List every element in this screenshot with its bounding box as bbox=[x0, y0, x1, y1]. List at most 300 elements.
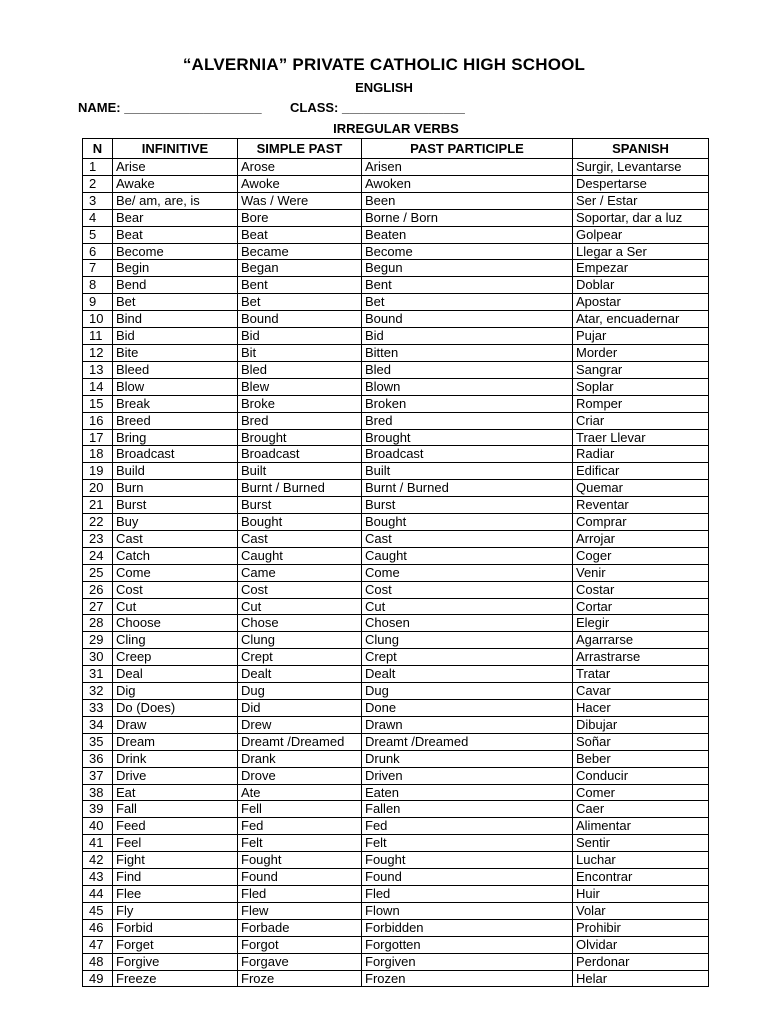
infinitive-cell: Choose bbox=[113, 615, 238, 632]
table-row bbox=[83, 175, 709, 192]
spanish-cell: Criar bbox=[573, 412, 709, 429]
spanish-cell: Encontrar bbox=[573, 869, 709, 886]
simple-past-cell: Dreamt /Dreamed bbox=[238, 733, 362, 750]
past-participle-cell: Bitten bbox=[362, 344, 573, 361]
simple-past-cell: Fled bbox=[238, 885, 362, 902]
simple-past-cell: Bet bbox=[238, 294, 362, 311]
spanish-cell: Caer bbox=[573, 801, 709, 818]
spanish-cell: Cavar bbox=[573, 683, 709, 700]
simple-past-cell: Fed bbox=[238, 818, 362, 835]
simple-past-cell: Began bbox=[238, 260, 362, 277]
simple-past-cell: Bit bbox=[238, 344, 362, 361]
past-participle-cell: Bled bbox=[362, 361, 573, 378]
infinitive-cell: Dig bbox=[113, 683, 238, 700]
spanish-cell: Romper bbox=[573, 395, 709, 412]
past-participle-cell: Cut bbox=[362, 598, 573, 615]
infinitive-cell: Begin bbox=[113, 260, 238, 277]
past-participle-cell: Cost bbox=[362, 581, 573, 598]
past-participle-cell: Eaten bbox=[362, 784, 573, 801]
past-participle-cell: Crept bbox=[362, 649, 573, 666]
infinitive-cell: Feed bbox=[113, 818, 238, 835]
row-number: 6 bbox=[83, 243, 113, 260]
row-number: 23 bbox=[83, 530, 113, 547]
infinitive-cell: Come bbox=[113, 564, 238, 581]
table-row bbox=[83, 497, 709, 514]
spanish-cell: Traer Llevar bbox=[573, 429, 709, 446]
row-number: 8 bbox=[83, 277, 113, 294]
spanish-cell: Morder bbox=[573, 344, 709, 361]
past-participle-cell: Come bbox=[362, 564, 573, 581]
spanish-cell: Soñar bbox=[573, 733, 709, 750]
infinitive-cell: Eat bbox=[113, 784, 238, 801]
infinitive-cell: Bear bbox=[113, 209, 238, 226]
table-row bbox=[83, 666, 709, 683]
table-row bbox=[83, 429, 709, 446]
spanish-cell: Alimentar bbox=[573, 818, 709, 835]
past-participle-cell: Broken bbox=[362, 395, 573, 412]
past-participle-cell: Blown bbox=[362, 378, 573, 395]
table-row bbox=[83, 598, 709, 615]
table-row bbox=[83, 852, 709, 869]
table-body bbox=[83, 159, 709, 987]
spanish-cell: Sentir bbox=[573, 835, 709, 852]
spanish-cell: Beber bbox=[573, 750, 709, 767]
infinitive-cell: Arise bbox=[113, 159, 238, 176]
past-participle-cell: Caught bbox=[362, 547, 573, 564]
simple-past-cell: Did bbox=[238, 700, 362, 717]
simple-past-cell: Bound bbox=[238, 311, 362, 328]
row-number: 40 bbox=[83, 818, 113, 835]
spanish-cell: Hacer bbox=[573, 700, 709, 717]
row-number: 5 bbox=[83, 226, 113, 243]
spanish-cell: Despertarse bbox=[573, 175, 709, 192]
row-number: 44 bbox=[83, 885, 113, 902]
row-number: 28 bbox=[83, 615, 113, 632]
table-row bbox=[83, 530, 709, 547]
simple-past-cell: Came bbox=[238, 564, 362, 581]
spanish-cell: Perdonar bbox=[573, 953, 709, 970]
table-row bbox=[83, 159, 709, 176]
row-number: 16 bbox=[83, 412, 113, 429]
past-participle-cell: Bent bbox=[362, 277, 573, 294]
simple-past-cell: Burnt / Burned bbox=[238, 480, 362, 497]
row-number: 29 bbox=[83, 632, 113, 649]
row-number: 42 bbox=[83, 852, 113, 869]
row-number: 9 bbox=[83, 294, 113, 311]
infinitive-cell: Fly bbox=[113, 902, 238, 919]
infinitive-cell: Dream bbox=[113, 733, 238, 750]
past-participle-cell: Burst bbox=[362, 497, 573, 514]
spanish-cell: Quemar bbox=[573, 480, 709, 497]
spanish-cell: Coger bbox=[573, 547, 709, 564]
spanish-cell: Arrastrarse bbox=[573, 649, 709, 666]
past-participle-cell: Cast bbox=[362, 530, 573, 547]
simple-past-cell: Clung bbox=[238, 632, 362, 649]
past-participle-cell: Built bbox=[362, 463, 573, 480]
simple-past-cell: Froze bbox=[238, 970, 362, 987]
row-number: 26 bbox=[83, 581, 113, 598]
infinitive-cell: Find bbox=[113, 869, 238, 886]
row-number: 37 bbox=[83, 767, 113, 784]
spanish-cell: Dibujar bbox=[573, 716, 709, 733]
infinitive-cell: Feel bbox=[113, 835, 238, 852]
infinitive-cell: Become bbox=[113, 243, 238, 260]
class-field-label: CLASS: _________________ bbox=[290, 100, 465, 115]
spanish-cell: Tratar bbox=[573, 666, 709, 683]
spanish-cell: Atar, encuadernar bbox=[573, 311, 709, 328]
row-number: 38 bbox=[83, 784, 113, 801]
spanish-cell: Apostar bbox=[573, 294, 709, 311]
row-number: 34 bbox=[83, 716, 113, 733]
row-number: 18 bbox=[83, 446, 113, 463]
table-row bbox=[83, 209, 709, 226]
past-participle-cell: Been bbox=[362, 192, 573, 209]
name-field-label: NAME: ___________________ bbox=[78, 100, 262, 115]
simple-past-cell: Burst bbox=[238, 497, 362, 514]
spanish-cell: Soportar, dar a luz bbox=[573, 209, 709, 226]
table-row bbox=[83, 632, 709, 649]
infinitive-cell: Deal bbox=[113, 666, 238, 683]
table-row bbox=[83, 192, 709, 209]
past-participle-cell: Flown bbox=[362, 902, 573, 919]
infinitive-cell: Flee bbox=[113, 885, 238, 902]
row-number: 2 bbox=[83, 175, 113, 192]
row-number: 11 bbox=[83, 328, 113, 345]
table-row bbox=[83, 378, 709, 395]
table-row bbox=[83, 480, 709, 497]
table-row bbox=[83, 683, 709, 700]
row-number: 19 bbox=[83, 463, 113, 480]
row-number: 45 bbox=[83, 902, 113, 919]
table-row bbox=[83, 361, 709, 378]
past-participle-cell: Fallen bbox=[362, 801, 573, 818]
row-number: 46 bbox=[83, 919, 113, 936]
infinitive-cell: Fight bbox=[113, 852, 238, 869]
spanish-cell: Surgir, Levantarse bbox=[573, 159, 709, 176]
past-participle-cell: Forgotten bbox=[362, 936, 573, 953]
spanish-cell: Costar bbox=[573, 581, 709, 598]
table-row bbox=[83, 649, 709, 666]
infinitive-cell: Catch bbox=[113, 547, 238, 564]
row-number: 39 bbox=[83, 801, 113, 818]
infinitive-cell: Freeze bbox=[113, 970, 238, 987]
past-participle-cell: Bought bbox=[362, 514, 573, 531]
table-row bbox=[83, 311, 709, 328]
past-participle-cell: Awoken bbox=[362, 175, 573, 192]
table-row bbox=[83, 869, 709, 886]
infinitive-cell: Burn bbox=[113, 480, 238, 497]
row-number: 3 bbox=[83, 192, 113, 209]
past-participle-cell: Bid bbox=[362, 328, 573, 345]
table-row bbox=[83, 767, 709, 784]
spanish-cell: Edificar bbox=[573, 463, 709, 480]
simple-past-cell: Was / Were bbox=[238, 192, 362, 209]
spanish-cell: Venir bbox=[573, 564, 709, 581]
table-row bbox=[83, 344, 709, 361]
infinitive-cell: Bend bbox=[113, 277, 238, 294]
subject-heading: ENGLISH bbox=[355, 80, 413, 95]
simple-past-cell: Drank bbox=[238, 750, 362, 767]
infinitive-cell: Breed bbox=[113, 412, 238, 429]
column-header-past-participle: PAST PARTICIPLE bbox=[362, 139, 573, 159]
row-number: 32 bbox=[83, 683, 113, 700]
column-header-infinitive: INFINITIVE bbox=[113, 139, 238, 159]
infinitive-cell: Break bbox=[113, 395, 238, 412]
table-row bbox=[83, 277, 709, 294]
simple-past-cell: Felt bbox=[238, 835, 362, 852]
past-participle-cell: Become bbox=[362, 243, 573, 260]
past-participle-cell: Dealt bbox=[362, 666, 573, 683]
spanish-cell: Empezar bbox=[573, 260, 709, 277]
table-row bbox=[83, 818, 709, 835]
simple-past-cell: Drew bbox=[238, 716, 362, 733]
table-row bbox=[83, 395, 709, 412]
spanish-cell: Cortar bbox=[573, 598, 709, 615]
table-row bbox=[83, 700, 709, 717]
past-participle-cell: Arisen bbox=[362, 159, 573, 176]
infinitive-cell: Cling bbox=[113, 632, 238, 649]
spanish-cell: Ser / Estar bbox=[573, 192, 709, 209]
past-participle-cell: Clung bbox=[362, 632, 573, 649]
table-row bbox=[83, 885, 709, 902]
row-number: 13 bbox=[83, 361, 113, 378]
infinitive-cell: Build bbox=[113, 463, 238, 480]
column-header-n: N bbox=[83, 139, 113, 159]
infinitive-cell: Do (Does) bbox=[113, 700, 238, 717]
past-participle-cell: Fought bbox=[362, 852, 573, 869]
infinitive-cell: Beat bbox=[113, 226, 238, 243]
infinitive-cell: Bet bbox=[113, 294, 238, 311]
row-number: 20 bbox=[83, 480, 113, 497]
past-participle-cell: Forbidden bbox=[362, 919, 573, 936]
row-number: 36 bbox=[83, 750, 113, 767]
simple-past-cell: Bled bbox=[238, 361, 362, 378]
past-participle-cell: Chosen bbox=[362, 615, 573, 632]
spanish-cell: Llegar a Ser bbox=[573, 243, 709, 260]
simple-past-cell: Fought bbox=[238, 852, 362, 869]
past-participle-cell: Done bbox=[362, 700, 573, 717]
spanish-cell: Olvidar bbox=[573, 936, 709, 953]
past-participle-cell: Borne / Born bbox=[362, 209, 573, 226]
infinitive-cell: Awake bbox=[113, 175, 238, 192]
simple-past-cell: Brought bbox=[238, 429, 362, 446]
row-number: 47 bbox=[83, 936, 113, 953]
infinitive-cell: Buy bbox=[113, 514, 238, 531]
past-participle-cell: Forgiven bbox=[362, 953, 573, 970]
infinitive-cell: Draw bbox=[113, 716, 238, 733]
past-participle-cell: Begun bbox=[362, 260, 573, 277]
simple-past-cell: Blew bbox=[238, 378, 362, 395]
table-row bbox=[83, 226, 709, 243]
simple-past-cell: Arose bbox=[238, 159, 362, 176]
row-number: 15 bbox=[83, 395, 113, 412]
past-participle-cell: Drunk bbox=[362, 750, 573, 767]
row-number: 33 bbox=[83, 700, 113, 717]
table-row bbox=[83, 564, 709, 581]
row-number: 43 bbox=[83, 869, 113, 886]
infinitive-cell: Bring bbox=[113, 429, 238, 446]
infinitive-cell: Bid bbox=[113, 328, 238, 345]
simple-past-cell: Bought bbox=[238, 514, 362, 531]
past-participle-cell: Beaten bbox=[362, 226, 573, 243]
table-row bbox=[83, 835, 709, 852]
past-participle-cell: Dreamt /Dreamed bbox=[362, 733, 573, 750]
simple-past-cell: Bid bbox=[238, 328, 362, 345]
spanish-cell: Doblar bbox=[573, 277, 709, 294]
irregular-verbs-table bbox=[82, 138, 709, 987]
column-header-simple-past: SIMPLE PAST bbox=[238, 139, 362, 159]
table-row bbox=[83, 547, 709, 564]
simple-past-cell: Beat bbox=[238, 226, 362, 243]
spanish-cell: Golpear bbox=[573, 226, 709, 243]
simple-past-cell: Chose bbox=[238, 615, 362, 632]
infinitive-cell: Creep bbox=[113, 649, 238, 666]
simple-past-cell: Forgave bbox=[238, 953, 362, 970]
row-number: 31 bbox=[83, 666, 113, 683]
spanish-cell: Conducir bbox=[573, 767, 709, 784]
past-participle-cell: Bound bbox=[362, 311, 573, 328]
spanish-cell: Elegir bbox=[573, 615, 709, 632]
spanish-cell: Agarrarse bbox=[573, 632, 709, 649]
row-number: 49 bbox=[83, 970, 113, 987]
past-participle-cell: Frozen bbox=[362, 970, 573, 987]
past-participle-cell: Broadcast bbox=[362, 446, 573, 463]
table-title: IRREGULAR VERBS bbox=[333, 121, 459, 136]
spanish-cell: Radiar bbox=[573, 446, 709, 463]
simple-past-cell: Drove bbox=[238, 767, 362, 784]
spanish-cell: Volar bbox=[573, 902, 709, 919]
row-number: 4 bbox=[83, 209, 113, 226]
simple-past-cell: Flew bbox=[238, 902, 362, 919]
table-row bbox=[83, 412, 709, 429]
simple-past-cell: Caught bbox=[238, 547, 362, 564]
spanish-cell: Comer bbox=[573, 784, 709, 801]
row-number: 30 bbox=[83, 649, 113, 666]
past-participle-cell: Brought bbox=[362, 429, 573, 446]
simple-past-cell: Bent bbox=[238, 277, 362, 294]
infinitive-cell: Bleed bbox=[113, 361, 238, 378]
row-number: 41 bbox=[83, 835, 113, 852]
simple-past-cell: Became bbox=[238, 243, 362, 260]
infinitive-cell: Cost bbox=[113, 581, 238, 598]
infinitive-cell: Bind bbox=[113, 311, 238, 328]
table-row bbox=[83, 733, 709, 750]
simple-past-cell: Forbade bbox=[238, 919, 362, 936]
spanish-cell: Huir bbox=[573, 885, 709, 902]
row-number: 22 bbox=[83, 514, 113, 531]
table-row bbox=[83, 970, 709, 987]
past-participle-cell: Fed bbox=[362, 818, 573, 835]
spanish-cell: Luchar bbox=[573, 852, 709, 869]
simple-past-cell: Bred bbox=[238, 412, 362, 429]
table-row bbox=[83, 581, 709, 598]
spanish-cell: Pujar bbox=[573, 328, 709, 345]
simple-past-cell: Built bbox=[238, 463, 362, 480]
table-row bbox=[83, 294, 709, 311]
row-number: 10 bbox=[83, 311, 113, 328]
infinitive-cell: Cast bbox=[113, 530, 238, 547]
table-row bbox=[83, 260, 709, 277]
page-title: “ALVERNIA” PRIVATE CATHOLIC HIGH SCHOOL bbox=[182, 55, 586, 74]
row-number: 21 bbox=[83, 497, 113, 514]
simple-past-cell: Broadcast bbox=[238, 446, 362, 463]
spanish-cell: Helar bbox=[573, 970, 709, 987]
infinitive-cell: Blow bbox=[113, 378, 238, 395]
table-row bbox=[83, 243, 709, 260]
row-number: 27 bbox=[83, 598, 113, 615]
simple-past-cell: Cost bbox=[238, 581, 362, 598]
table-row bbox=[83, 328, 709, 345]
simple-past-cell: Found bbox=[238, 869, 362, 886]
simple-past-cell: Dealt bbox=[238, 666, 362, 683]
simple-past-cell: Bore bbox=[238, 209, 362, 226]
spanish-cell: Prohibir bbox=[573, 919, 709, 936]
infinitive-cell: Forget bbox=[113, 936, 238, 953]
past-participle-cell: Driven bbox=[362, 767, 573, 784]
past-participle-cell: Found bbox=[362, 869, 573, 886]
table-row bbox=[83, 514, 709, 531]
row-number: 25 bbox=[83, 564, 113, 581]
past-participle-cell: Felt bbox=[362, 835, 573, 852]
past-participle-cell: Bet bbox=[362, 294, 573, 311]
row-number: 24 bbox=[83, 547, 113, 564]
infinitive-cell: Drive bbox=[113, 767, 238, 784]
infinitive-cell: Cut bbox=[113, 598, 238, 615]
table-row bbox=[83, 463, 709, 480]
simple-past-cell: Fell bbox=[238, 801, 362, 818]
table-row bbox=[83, 801, 709, 818]
spanish-cell: Sangrar bbox=[573, 361, 709, 378]
spanish-cell: Arrojar bbox=[573, 530, 709, 547]
table-row bbox=[83, 446, 709, 463]
simple-past-cell: Awoke bbox=[238, 175, 362, 192]
row-number: 35 bbox=[83, 733, 113, 750]
table-header-row bbox=[83, 139, 709, 159]
spanish-cell: Soplar bbox=[573, 378, 709, 395]
infinitive-cell: Fall bbox=[113, 801, 238, 818]
past-participle-cell: Burnt / Burned bbox=[362, 480, 573, 497]
spanish-cell: Comprar bbox=[573, 514, 709, 531]
simple-past-cell: Broke bbox=[238, 395, 362, 412]
row-number: 1 bbox=[83, 159, 113, 176]
table-row bbox=[83, 953, 709, 970]
table-row bbox=[83, 784, 709, 801]
row-number: 17 bbox=[83, 429, 113, 446]
infinitive-cell: Be/ am, are, is bbox=[113, 192, 238, 209]
row-number: 12 bbox=[83, 344, 113, 361]
simple-past-cell: Forgot bbox=[238, 936, 362, 953]
simple-past-cell: Dug bbox=[238, 683, 362, 700]
infinitive-cell: Forbid bbox=[113, 919, 238, 936]
past-participle-cell: Bred bbox=[362, 412, 573, 429]
infinitive-cell: Drink bbox=[113, 750, 238, 767]
past-participle-cell: Dug bbox=[362, 683, 573, 700]
row-number: 48 bbox=[83, 953, 113, 970]
row-number: 7 bbox=[83, 260, 113, 277]
table-row bbox=[83, 936, 709, 953]
table-row bbox=[83, 750, 709, 767]
table-row bbox=[83, 902, 709, 919]
table-row bbox=[83, 919, 709, 936]
simple-past-cell: Cut bbox=[238, 598, 362, 615]
table-row bbox=[83, 716, 709, 733]
simple-past-cell: Ate bbox=[238, 784, 362, 801]
infinitive-cell: Broadcast bbox=[113, 446, 238, 463]
row-number: 14 bbox=[83, 378, 113, 395]
past-participle-cell: Drawn bbox=[362, 716, 573, 733]
simple-past-cell: Crept bbox=[238, 649, 362, 666]
infinitive-cell: Bite bbox=[113, 344, 238, 361]
